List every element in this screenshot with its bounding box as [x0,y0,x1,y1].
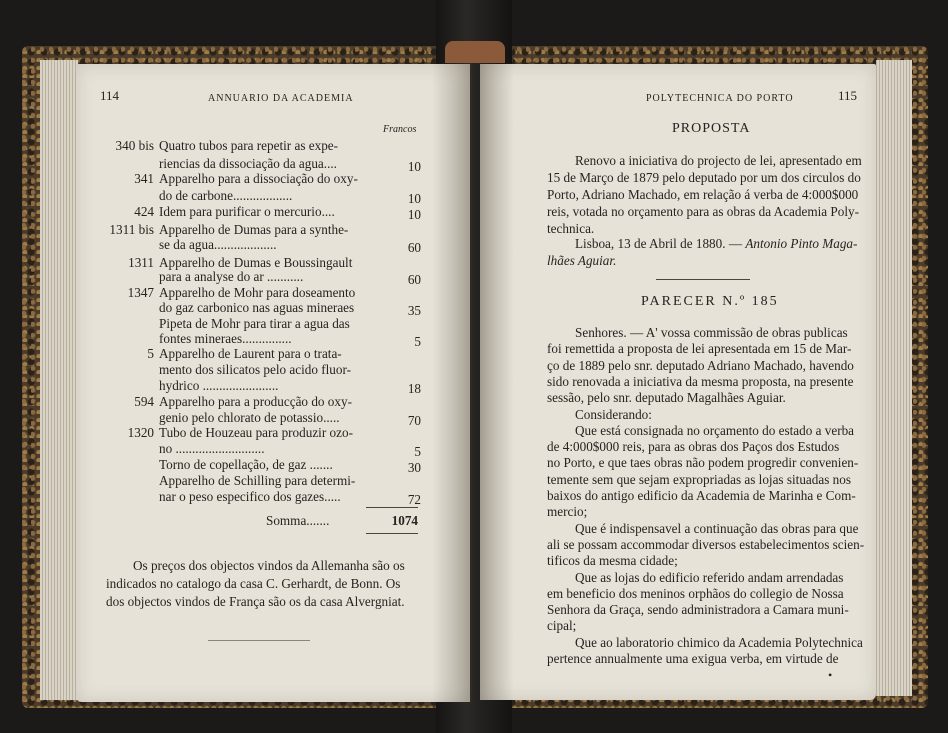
item-number: 1311 bis [109,222,154,237]
parecer-line: ço de 1889 pelo snr. deputado Adriano Machado, havendo [547,357,854,373]
parecer-line: baixos do antigo edificio da Academia de Marinha e Com- [547,488,856,503]
parecer-line: Senhores. — A' vossa commissão de obras publicas [575,325,848,340]
item-price: 10 [407,191,421,206]
parecer-line: mercio; [547,504,588,520]
item-description: Apparelho de Dumas para a synthe- [159,222,349,237]
item-price: 5 [414,444,421,459]
item-description: mento dos silicatos pelo acido fluor- [159,362,352,377]
parecer-line: sido renovada a iniciativa da mesma proposta, na presente [547,373,854,389]
item-description: para a analyse do ar ........... [159,269,304,284]
item-description: Apparelho de Dumas e Boussingault [159,255,353,270]
item-price: 30 [407,460,421,475]
footer-mark: • [828,668,833,682]
total-rule-top [366,507,418,508]
item-description: Apparelho para a producção do oxy- [159,394,352,409]
headband [445,41,505,63]
item-number: 594 [134,394,154,409]
item-description: Pipeta de Mohr para tirar a agua das [159,316,350,331]
left-running-head: ANNUARIO DA ACADEMIA [208,93,354,104]
item-number: 340 bis [115,138,154,153]
item-number: 341 [134,171,154,186]
item-price: 35 [407,303,421,318]
proposta-line: Renovo a iniciativa do projecto de lei, apresentado em [575,153,862,168]
item-description: Apparelho de Mohr para doseamento [159,285,356,300]
footnote-line: indicados no catalogo da casa C. Gerhardt, de Bonn. Os [106,576,401,591]
item-number: 424 [134,204,154,219]
item-description: do gaz carbonico nas aguas mineraes [159,300,355,315]
proposta-line: Porto, Adriano Machado, em relação á verba de 4:000$000 [547,187,859,202]
parecer-line: temente sem que sejam expropriadas as lojas situadas nos [547,471,851,487]
section-rule [656,279,750,280]
item-description: do de carbone.................. [159,188,293,203]
footnote-line: Os preços dos objectos vindos da Allemanha são os [133,558,405,573]
item-description: riencias da dissociação da agua.... [159,156,337,171]
item-description: hydrico ....................... [159,378,279,393]
proposta-author: Antonio Pinto Maga- [745,236,858,251]
parecer-line: Que as lojas do edificio referido andam arrendadas [575,569,844,585]
item-number: 1320 [127,425,154,440]
item-price: 5 [414,334,421,349]
total-value: 1074 [391,513,418,528]
item-price: 10 [407,207,421,222]
item-price: 60 [407,240,421,255]
item-price: 72 [407,492,421,507]
item-description: nar o peso especifico dos gazes..... [159,489,341,504]
item-number: 1311 [128,255,154,270]
footnote-line: dos objectos vindos de França são os da casa Alvergniat. [106,594,405,609]
total-rule-bottom [366,533,418,534]
proposta-title: PROPOSTA [672,121,751,136]
column-header-francos: Francos [383,124,417,135]
parecer-line: Senhora da Graça, sendo administradora a Camara muni- [547,602,849,618]
item-description: Apparelho de Schilling para determi- [159,473,356,488]
item-description: genio pelo chlorato de potassio..... [159,410,340,425]
proposta-line: technica. [547,221,595,236]
item-price: 70 [407,413,421,428]
item-description: fontes mineraes............... [159,331,292,346]
parecer-line: em beneficio dos meninos orphãos do collegio de Nossa [547,585,844,601]
item-price: 18 [407,381,421,396]
item-number: 1347 [127,285,154,300]
parecer-line: no Porto, e que taes obras não podem progredir convenien- [547,455,859,471]
proposta-signature [575,235,857,252]
item-price: 10 [407,159,421,174]
parecer-line: ali se possam accommodar diversos estabelecimentos scien- [547,536,865,552]
proposta-author-cont: lhães Aguiar. [547,253,617,268]
item-description: Idem para purificar o mercurio.... [159,204,335,219]
parecer-line: Que ao laboratorio chimico da Academia Polytechnica [575,634,863,650]
total-label: Somma....... [266,513,330,528]
proposta-date: Lisboa, 13 de Abril de 1880. — [575,236,746,251]
left-page-number: 114 [100,88,120,103]
item-description: se da agua................... [159,237,277,252]
item-description: Apparelho para a dissociação do oxy- [159,171,358,186]
right-running-head: POLYTECHNICA DO PORTO [646,93,794,104]
item-description: Tubo de Houzeau para produzir ozo- [159,425,353,440]
proposta-line: 15 de Março de 1879 pelo deputado por um dos circulos do [547,170,861,185]
parecer-line: cipal; [547,618,577,634]
parecer-line: pertence annualmente uma exigua verba, em virtude de [547,651,839,666]
item-description: Apparelho de Laurent para o trata- [159,346,342,361]
right-page-number: 115 [838,88,858,103]
item-price: 60 [407,272,421,287]
parecer-line: Considerando: [575,406,652,422]
parecer-line: de 4:000$000 reis, para as obras dos Paços dos Estudos [547,439,840,455]
item-number: 5 [147,346,154,361]
parecer-line: Que é indispensavel a continuação das obras para que [575,520,859,536]
item-description: Quatro tubos para repetir as expe- [159,138,339,153]
parecer-line: sessão, pelo snr. deputado Magalhães Aguiar. [547,390,786,406]
parecer-title: PARECER N.º 185 [641,294,779,309]
parecer-line: Que está consignada no orçamento do estado a verba [575,422,855,438]
item-description: no ........................... [159,441,265,456]
parecer-line: tificos da mesma cidade; [547,553,678,569]
proposta-line: reis, votada no orçamento para as obras da Academia Poly- [547,204,859,219]
item-description: Torno de copellação, de gaz ....... [159,457,333,472]
end-rule-left [208,640,310,641]
parecer-line: foi remettida a proposta de lei apresentada em 15 de Mar- [547,341,852,357]
